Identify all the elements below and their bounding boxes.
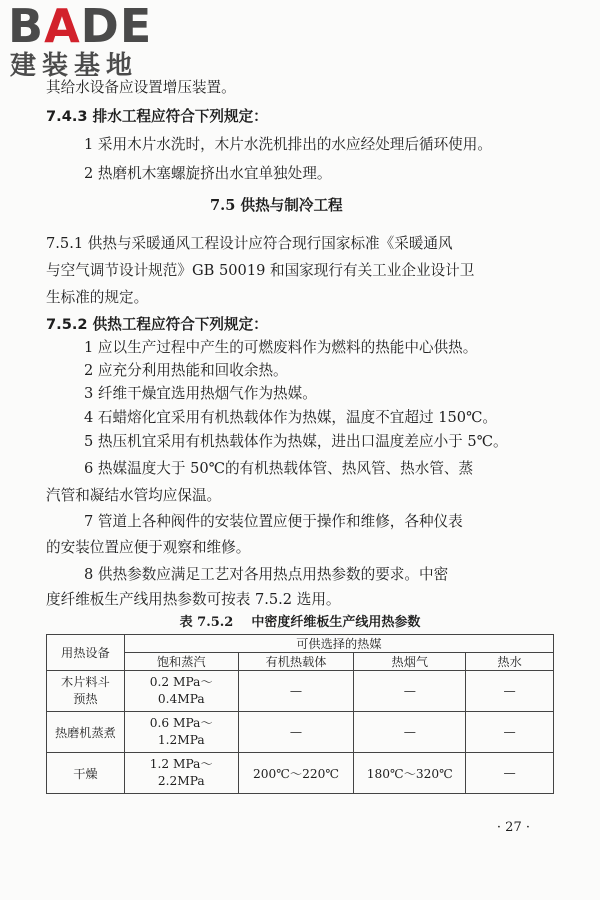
text-line: 度纤维板生产线用热参数可按表 7.5.2 选用。	[46, 591, 341, 608]
watermark-logo	[8, 2, 178, 82]
cell-line: 2.2MPa	[157, 774, 205, 788]
text-line: 其给水设备应设置增压装置。	[46, 79, 236, 96]
cell-flue-gas: 180℃～320℃	[354, 753, 466, 794]
table-row	[47, 753, 554, 794]
cell-organic: 200℃～220℃	[238, 753, 354, 794]
heat-parameters-table	[46, 634, 554, 794]
text-line: 生标准的规定。	[46, 289, 149, 306]
cell-line: 0.2 MPa～	[149, 675, 213, 689]
header-organic: 有机热载体	[238, 653, 354, 671]
section-heading: 7.5 供热与制冷工程	[210, 197, 343, 214]
cell-steam	[124, 671, 238, 712]
cell-steam	[124, 753, 238, 794]
list-item: 6 热媒温度大于 50℃的有机热载体管、热风管、热水管、蒸	[84, 460, 474, 477]
header-hot-water: 热水	[466, 653, 554, 671]
watermark-b: B	[8, 0, 45, 53]
clause-7-5-2: 7.5.2 供热工程应符合下列规定：	[46, 316, 268, 333]
cell-line: 1.2 MPa～	[149, 757, 213, 771]
cell-flue-gas: —	[354, 671, 466, 712]
list-item: 7 管道上各种阀件的安装位置应便于操作和维修，各种仪表	[84, 513, 463, 530]
clause-7-5-1: 7.5.1 供热与采暖通风工程设计应符合现行国家标准《采暖通风	[46, 235, 453, 252]
list-item: 2 应充分利用热能和回收余热。	[84, 362, 288, 379]
cell-equipment	[47, 671, 125, 712]
cell-equipment: 干燥	[47, 753, 125, 794]
cell-line: 0.6 MPa～	[149, 716, 213, 730]
list-item: 1 采用木片水洗时，木片水洗机排出的水应经处理后循环使用。	[84, 136, 492, 153]
cell-hot-water: —	[466, 712, 554, 753]
cell-line: 木片料斗	[61, 675, 110, 689]
clause-7-4-3: 7.4.3 排水工程应符合下列规定：	[46, 108, 268, 125]
watermark-de: DE	[80, 0, 153, 53]
cell-hot-water: —	[466, 753, 554, 794]
cell-hot-water: —	[466, 671, 554, 712]
table-row	[47, 671, 554, 712]
header-flue-gas: 热烟气	[354, 653, 466, 671]
watermark-a: A	[44, 0, 81, 53]
text-line: 的安装位置应便于观察和维修。	[46, 539, 251, 556]
table-caption-number: 表 7.5.2	[179, 615, 234, 630]
header-media: 可供选择的热媒	[124, 635, 553, 653]
cell-steam	[124, 712, 238, 753]
cell-line: 1.2MPa	[157, 733, 205, 747]
watermark-brand	[8, 0, 153, 53]
page-number: · 27 ·	[496, 820, 530, 835]
cell-line: 预热	[73, 692, 98, 706]
text-line: 与空气调节设计规范》GB 50019 和国家现行有关工业企业设计卫	[46, 262, 475, 279]
list-item: 3 纤维干燥宜选用热烟气作为热媒。	[84, 385, 317, 402]
header-equipment: 用热设备	[47, 635, 125, 671]
list-item: 5 热压机宜采用有机热载体作为热媒，进出口温度差应小于 5℃。	[84, 433, 508, 450]
cell-line: 0.4MPa	[157, 692, 205, 706]
cell-organic: —	[238, 671, 354, 712]
cell-flue-gas: —	[354, 712, 466, 753]
header-steam: 饱和蒸汽	[124, 653, 238, 671]
text-line: 汽管和凝结水管均应保温。	[46, 487, 222, 504]
table-caption	[0, 611, 600, 630]
cell-organic: —	[238, 712, 354, 753]
table-row	[47, 712, 554, 753]
list-item: 8 供热参数应满足工艺对各用热点用热参数的要求。中密	[84, 566, 449, 583]
watermark-brand-cn: 建装基地	[10, 51, 139, 81]
list-item: 4 石蜡熔化宜采用有机热载体作为热媒，温度不宜超过 150℃。	[84, 409, 497, 426]
list-item: 2 热磨机木塞螺旋挤出水宜单独处理。	[84, 165, 332, 182]
list-item: 1 应以生产过程中产生的可燃废料作为燃料的热能中心供热。	[84, 339, 478, 356]
cell-equipment: 热磨机蒸煮	[47, 712, 125, 753]
table-caption-title: 中密度纤维板生产线用热参数	[251, 615, 421, 630]
